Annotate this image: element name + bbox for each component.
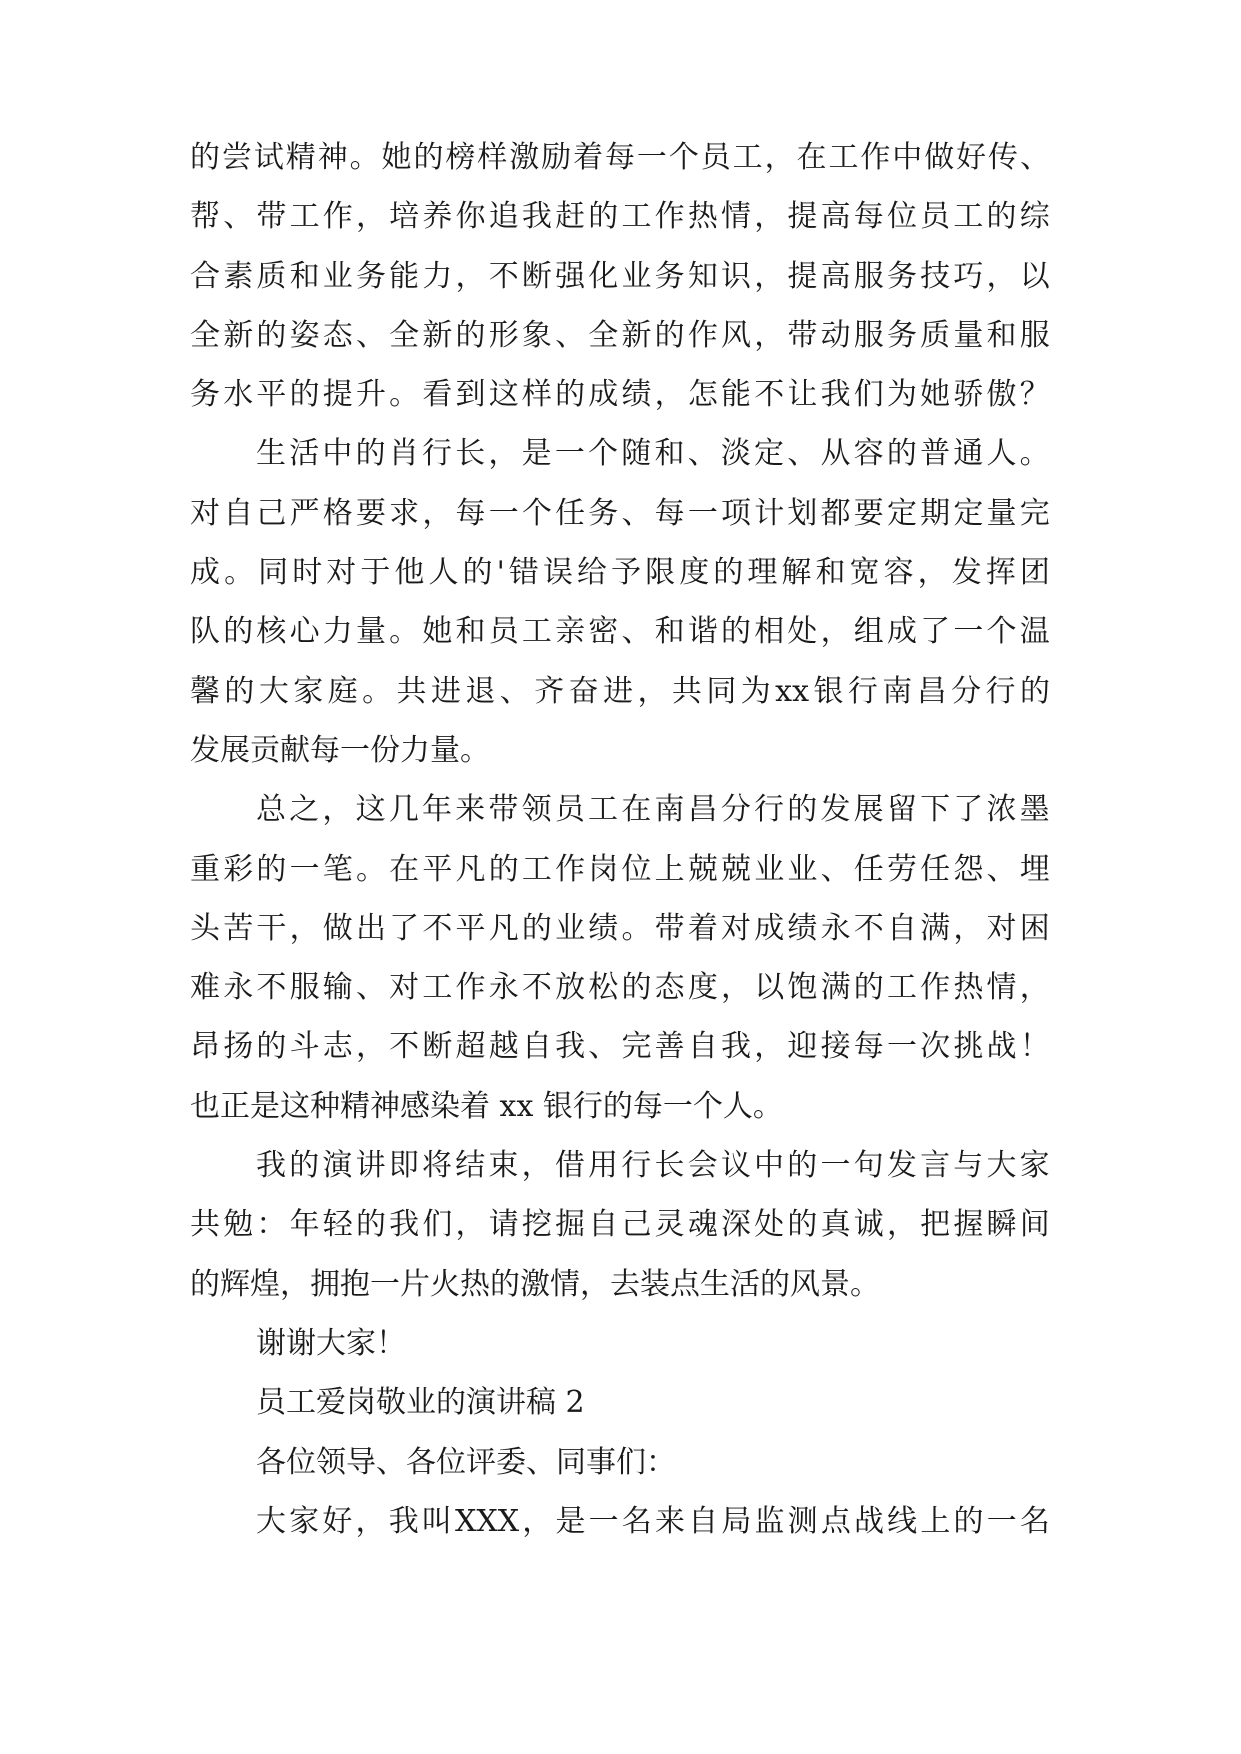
text-line: 务 水 平 的 提 升 。 看 到 这 样 的 成 绩 ， 怎 能 不 让 我 们 为 她 骄 傲 ？ bbox=[190, 377, 1050, 413]
text-line: 成 。 同 时 对 于 他 人 的 ' 错 误 给 予 限 度 的 理 解 和 宽 容 ， 发 挥 团 bbox=[190, 555, 1050, 591]
text-line: 昂 扬 的 斗 志 ， 不 断 超 越 自 我 、 完 善 自 我 ， 迎 接 每 一 次 挑 战 ！ bbox=[190, 1029, 1050, 1065]
text-line: 各位领导、各位评委、同事们： bbox=[256, 1444, 676, 1480]
text-line: 大 家 好 ， 我 叫 XXX ， 是 一 名 来 自 局 监 测 点 战 线 上 的 一 名 bbox=[256, 1503, 1050, 1539]
text-line: 重 彩 的 一 笔 。 在 平 凡 的 工 作 岗 位 上 兢 兢 业 业 、 任 劳 任 怨 、 埋 bbox=[190, 851, 1050, 887]
text-line: 总 之 ， 这 几 年 来 带 领 员 工 在 南 昌 分 行 的 发 展 留 下 了 浓 墨 bbox=[256, 792, 1050, 828]
text-line: 的 尝 试 精 神 。 她 的 榜 样 激 励 着 每 一 个 员 工 ， 在 工 作 中 做 好 传 、 bbox=[190, 140, 1050, 175]
text-line: 我 的 演 讲 即 将 结 束 ， 借 用 行 长 会 议 中 的 一 句 发 言 与 大 家 bbox=[256, 1148, 1050, 1184]
text-line: 全 新 的 姿 态 、 全 新 的 形 象 、 全 新 的 作 风 ， 带 动 服 务 质 量 和 服 bbox=[190, 317, 1050, 353]
text-line: 发展贡献每一份力量。 bbox=[190, 732, 490, 768]
speech-body bbox=[190, 128, 1050, 1551]
text-line: 合 素 质 和 业 务 能 力 ， 不 断 强 化 业 务 知 识 ， 提 高 服 务 技 巧 ， 以 bbox=[190, 258, 1050, 294]
text-line: 头 苦 干 ， 做 出 了 不 平 凡 的 业 绩 。 带 着 对 成 绩 永 不 自 满 ， 对 困 bbox=[190, 910, 1050, 946]
text-line: 谢谢大家！ bbox=[256, 1325, 406, 1361]
text-line: 难 永 不 服 输 、 对 工 作 永 不 放 松 的 态 度 ， 以 饱 满 的 工 作 热 情 ， bbox=[190, 970, 1050, 1006]
text-line: 的辉煌，拥抱一片火热的激情，去装点生活的风景。 bbox=[190, 1266, 880, 1302]
text-line: 对 自 己 严 格 要 求 ， 每 一 个 任 务 、 每 一 项 计 划 都 要 定 期 定 量 完 bbox=[190, 495, 1050, 531]
section-heading: 员工爱岗敬业的演讲稿 2 bbox=[256, 1385, 585, 1421]
text-line: 生 活 中 的 肖 行 长 ， 是 一 个 随 和 、 淡 定 、 从 容 的 普 通 人 。 bbox=[256, 436, 1050, 472]
text-line: 共 勉 ： 年 轻 的 我 们 ， 请 挖 掘 自 己 灵 魂 深 处 的 真 诚 ， 把 握 瞬 间 bbox=[190, 1207, 1050, 1243]
text-line: 队 的 核 心 力 量 。 她 和 员 工 亲 密 、 和 谐 的 相 处 ， 组 成 了 一 个 温 bbox=[190, 614, 1050, 650]
text-line: 也正是这种精神感染着 xx 银行的每一个人。 bbox=[190, 1088, 783, 1124]
text-line: 帮 、 带 工 作 ， 培 养 你 追 我 赶 的 工 作 热 情 ， 提 高 每 位 员 工 的 综 bbox=[190, 199, 1050, 235]
text-line: 馨 的 大 家 庭 。 共 进 退 、 齐 奋 进 ， 共 同 为 xx 银 行 南 昌 分 行 的 bbox=[190, 673, 1050, 709]
